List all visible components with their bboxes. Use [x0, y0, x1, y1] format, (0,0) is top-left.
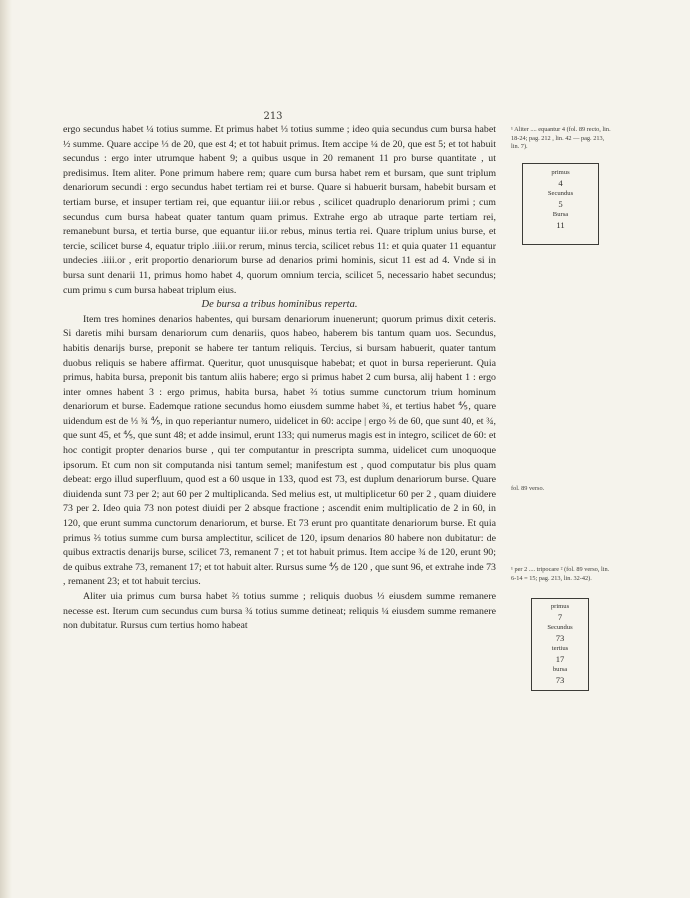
box2-value-tertius: 17: [555, 654, 565, 664]
box1-value-bursa: 11: [556, 220, 565, 230]
sidenote-1: ¹ Aliter .... equantur 4 (fol. 89 recto, lin. 18-24; pag. 212 , lin. 42 — pag. 213, lin. 7).: [511, 126, 611, 151]
box2-label-secundus: Secundus: [547, 624, 573, 631]
paragraph-3: Aliter uia primus cum bursa habet ⅔ totius summe ; reliquis duobus ⅓ eiusdem summe remanere necesse est. Iterum cum secundus cum bursa ¾ totius summe detineat; reliquis ¼ eiusdem summe remanere non dubitatur. Rursus cum tertius homo habeat: [63, 591, 496, 632]
box2-value-primus: 7: [557, 612, 563, 622]
sidenote-3: ¹ per 2 .... tripocare ² (fol. 89 verso, lin. 6-14 = 15; pag. 213, lin. 32-42).: [511, 566, 610, 582]
page-number: 213: [263, 111, 283, 122]
sidenote-2: fol. 89 verso.: [511, 485, 545, 492]
box-primus-secundus-bursa: [522, 163, 599, 245]
paragraph-2: Item tres homines denarios habentes, qui bursam denariorum inuenerunt; quorum primus dixit ceteris. Si daretis mihi bursam denariorum cum denariis, quos habeo, haberem bis tantum quam uos. Secundus, habitis denarijs burse, preponit se habere ter tantum reliquis. Tercius, si bursam habuerit, quater tantum duobus reliquis se habere affirmat. Queritur, quot unusquisque habebat; et quot in bursa reperierunt. Quia primus, habita bursa, preponit bis tantum aliis habere; ergo si primus habet 2 cum bursa, alij habent 1 : ergo inter omnes habent 3 : ergo primus, habita bursa, habet ⅔ totius summe cunctorum trium hominum denariorum et burse. Eademque ratione secundus homo eiusdem summe habet ¾, et tertius habet ⅘, quare uidendum est de ⅓ ¾ ⅘, in quo reperiantur numero, uidelicet in 60: accipe | ergo ⅔ de 60, que sunt 40, et ¾, que sunt 45, et ⅘, que sunt 48; et adde insimul, erunt 133; qui numerus magis est in integro, scilicet de 60: et hoc contigit propter denarios burse , qui ter computantur in prescripta summa, uidelicet cum unoquoque ipsorum. Et cum non sit computanda nisi tantum semel; manifestum est , quod computatur bis plus quam debeat: ergo illud superfluum, quod est a 60 usque in 133, quod est 73, est duplum denariorum burse. Quare diuidenda sunt 73 per 2; aut 60 per 2 multiplicanda. Sed melius est, ut multiplicetur 60 per 2 , quam diuidere 73 per 2. Ideo quia 73 non potest diuidi per 2 absque fractione ; ascendit enim multiplicatio de 2 in 60, in 120, que erunt summa cunctorum denariorum, et burse. Et 73 erunt pro quantitate denariorum burse. Et quia primus ⅔ totius summe cum bursa amplectitur, scilicet de 120, ipsum denarios 80 habere non dubitatur: de quibus extractis denarijs burse, scilicet 73, remanent 7 ; et tot habuit primus. Item accipe ¾ de 120, erunt 90; de quibus extrahe 73, remanent 17; et tot habuit alter. Rursus sume ⅘ de 120 , que sunt 96, et extrahe inde 73 , remanent 23; et tot habuit tercius.: [63, 313, 496, 588]
box1-value-primus: 4: [558, 178, 563, 188]
box2-value-secundus: 73: [555, 633, 565, 643]
box-three-men: [531, 598, 589, 691]
box2-label-primus: primus: [550, 603, 570, 610]
page-edge: [0, 0, 12, 898]
box2-value-bursa: 73: [555, 675, 565, 685]
section-heading: De bursa a tribus hominibus reperta.: [201, 299, 358, 311]
box1-label-primus: primus: [551, 169, 570, 176]
box1-label-bursa: Bursa: [552, 211, 569, 218]
box2-label-bursa: bursa: [552, 666, 568, 673]
box1-value-secundus: 5: [558, 199, 563, 209]
main-text: [63, 123, 496, 634]
box1-label-secundus: Secundus: [547, 190, 574, 197]
box2-label-tertius: tertius: [551, 645, 569, 652]
paragraph-1: ergo secundus habet ¼ totius summe. Et primus habet ⅓ totius summe ; ideo quia secundus cum bursa habet ½ summe. Quare accipe ⅓ de 20, que est 4; et tot habuit primus. Item accipe ¼ de 20, que est 5; et tot habuit secundus : ergo inter utrumque habent 9; a quibus usque in 20 remanent 11 pro burse quantitate , ut predisimus. Item aliter. Pone primum habere rem; quare cum bursa habet rem et bursam, que sunt triplum denariorum secundi : ergo secundus habet tertiam rei et burse. Quare si habuerit bursam, habebit bursam et tertiam burse, et insuper tertiam rei, que equantur iiii.or rebus , scilicet quadruplo denariorum primi ; cum secundus cum bursa habeat quater tantum quam primus. Extrahe ergo ab utraque parte tertiam rei, remanebunt bursa, et tertia burse, que equantur iii.or rebus, minus tertia rei. Quare triplum unius burse, et tercie, scilicet burse 4, equatur triplo .iiii.or rerum, minus tercia, scilicet rebus 11: et quia quater 11 equantur undecies .iiii.or , erit proportio denariorum burse ad denarios primi hominis, sicut 11 est ad 4. Vnde si in bursa sunt denarii 11, primus homo habet 4, quorum omnium tercia, scilicet 5, necessario habet secundus; cum primu s cum bursa habeat triplum eius.: [63, 124, 496, 296]
